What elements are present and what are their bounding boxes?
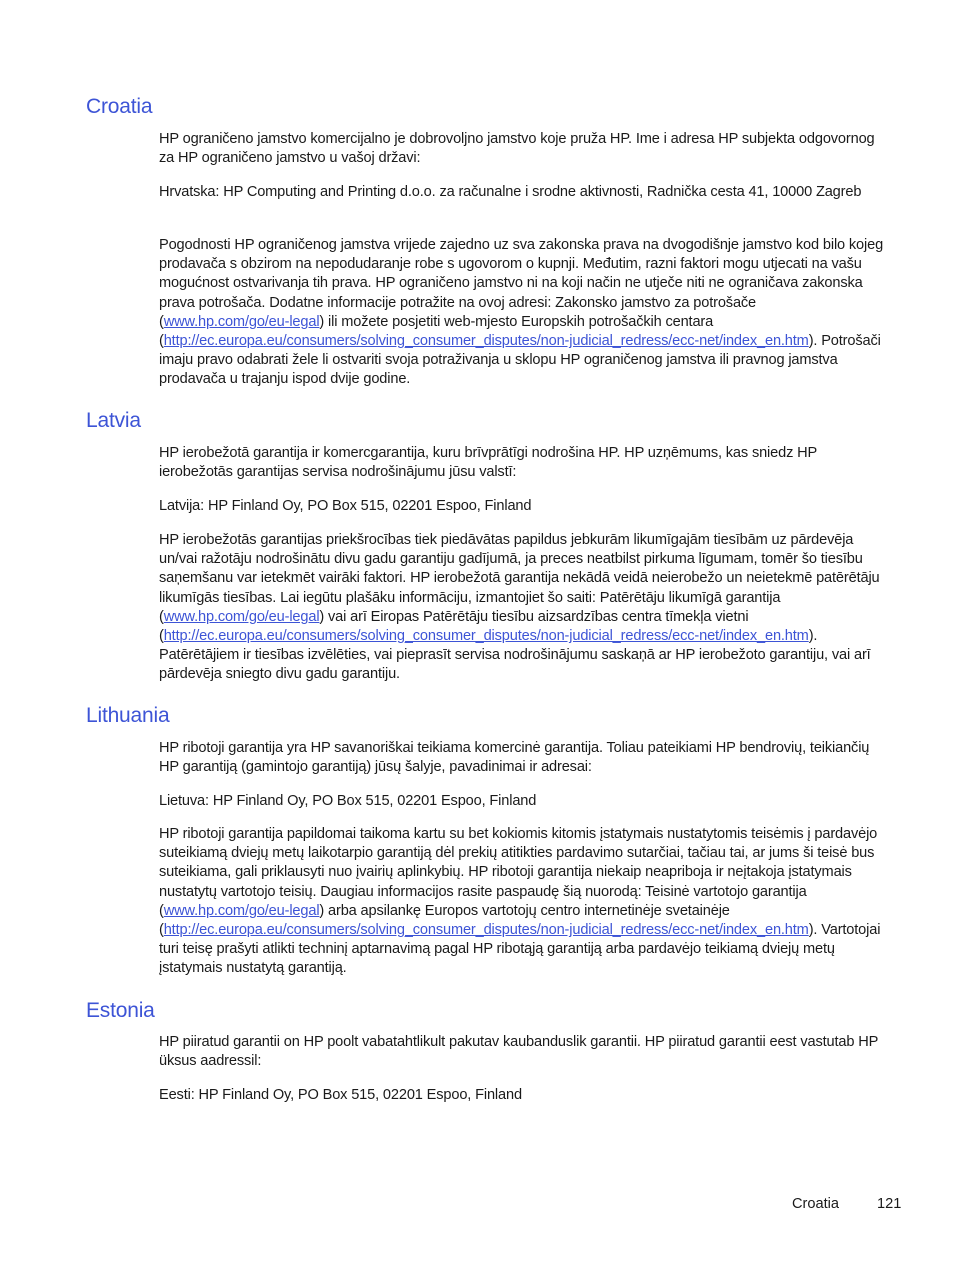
latvia-entity-text: : HP Finland Oy, PO Box 515, 02201 Espoo, Finland (200, 498, 532, 514)
lithuania-eu-legal-link[interactable]: www.hp.com/go/eu-legal (163, 902, 320, 919)
latvia-body-part1: HP ierobežotās garantijas priekšrocības tiek piedāvātas papildus jebkurām likumīgajām tiesībām uz pārdevēja un/vai ražotāju nodrošinātu divu gadu garantiju gadījumā, ja preces neatbilst pirkuma līgumam, tomēr šo tiesību saņemšanu var ietekmēt vairāki faktori. HP ierobežotā garantija nekādā veidā neierobežo un neietekmē patērētāju likumīgās tiesības. Lai iegūtu plašāku informāciju, izmantojiet šo saiti: Patērētāju likumīgā garantija ( (159, 532, 880, 625)
latvia-entity (159, 497, 887, 516)
latvia-ecc-net-link[interactable]: http://ec.europa.eu/consumers/solving_consumer_disputes/non-judicial_redress/ecc-net/index_en.htm (163, 628, 809, 645)
croatia-body (159, 236, 887, 390)
croatia-intro: HP ograničeno jamstvo komercijalno je dobrovoljno jamstvo koje pruža HP. Ime i adresa HP subjekta odgovornog za HP ograničeno jamstvo u vašoj državi: (159, 131, 875, 167)
latvia-body-part3: ). Patērētājiem ir tiesības izvēlēties, vai pieprasīt servisa nodrošinājumu saskaņā ar HP ierobežoto garantiju, vai arī pārdevēja sniegto divu gadu garantiju. (159, 628, 871, 683)
lithuania-entity-label: Lietuva (159, 793, 206, 809)
lithuania-body (159, 825, 887, 979)
croatia-body-part3: ). Potrošači imaju pravo odabrati žele li ostvariti svoja potraživanja u sklopu HP ograničenog jamstva ili pravnog jamstva prodavača u trajanju ispod dvije godine. (159, 333, 881, 388)
estonia-intro: HP piiratud garantii on HP poolt vabatahtlikult pakutav kaubanduslik garantii. HP piiratud garantii eest vastutab HP üksus aadressil: (159, 1034, 878, 1070)
section-heading-estonia: Estonia (86, 999, 155, 1022)
lithuania-entity-text: : HP Finland Oy, PO Box 515, 02201 Espoo, Finland (205, 793, 537, 809)
latvia-eu-legal-link[interactable]: www.hp.com/go/eu-legal (163, 608, 320, 625)
latvia-body-part2: ) vai arī Eiropas Patērētāju tiesību aizsardzības centra tīmekļa vietni ( (159, 608, 749, 645)
croatia-entity (159, 183, 887, 202)
lithuania-intro: HP ribotoji garantija yra HP savanoriškai teikiama komercinė garantija. Toliau pateikiami HP bendrovių, teikiančių HP garantiją (gamintojo garantiją) jūsų šalyje, pavadinimai ir adresai: (159, 740, 870, 776)
croatia-entity-text: : HP Computing and Printing d.o.o. za računalne i srodne aktivnosti, Radnička cesta 41, 10000 Zagreb (215, 184, 862, 200)
estonia-entity-label: Eesti (159, 1087, 191, 1103)
footer-section-name: Croatia (792, 1196, 840, 1212)
latvia-intro: HP ierobežotā garantija ir komercgarantija, kuru brīvprātīgi nodrošina HP. HP uzņēmums, kas sniedz HP ierobežotās garantijas servisa nodrošinājumu jūsu valstī: (159, 445, 817, 481)
estonia-entity (159, 1086, 887, 1105)
estonia-entity-text: : HP Finland Oy, PO Box 515, 02201 Espoo, Finland (190, 1087, 522, 1103)
section-heading-lithuania: Lithuania (86, 704, 170, 727)
croatia-body-part1: Pogodnosti HP ograničenog jamstva vrijede zajedno uz sva zakonska prava na dvogodišnje jamstvo kod bilo kojeg prodavača s obzirom na nepodudaranje robe s ugovorom o kupnji. Međutim, razni faktori mogu utjecati na vašu mogućnost ostvarivanja tih prava. HP ograničeno jamstvo ni na koji način ne utječe niti ne ograničava zakonska prava potrošača. Dodatne informacije potražite na ovoj adresi: Zakonsko jamstvo za potrošače ( (159, 237, 884, 330)
lithuania-entity (159, 792, 887, 811)
lithuania-body-part1: HP ribotoji garantija papildomai taikoma kartu su bet kokiomis kitomis įstatymais nustatytomis teisėmis į pardavėjo suteikiamą dviejų metų laikotarpio garantiją dėl prekių atitikties pardavimo sutarčiai, tačiau tai, ar jums ši teisė bus suteikiama, gali priklausyti nuo įvairių aplinkybių. HP ribotoji garantija niekaip neapriboja ir neįtakoja įstatymais nustatytų vartotojo teisių. Daugiau informacijos rasite paspaudę šią nuorodą: Teisinė vartotojo garantija ( (159, 826, 878, 919)
latvia-entity-label: Latvija (159, 498, 201, 514)
lithuania-body-part3: ). Vartotojai turi teisę prašyti atlikti techninį aptarnavimą pagal HP ribotąją garantiją arba pardavėjo teikiamą dviejų metų įstatymais nustatytą garantiją. (159, 922, 881, 977)
latvia-body (159, 531, 887, 685)
lithuania-ecc-net-link[interactable]: http://ec.europa.eu/consumers/solving_consumer_disputes/non-judicial_redress/ecc-net/index_en.htm (163, 922, 809, 939)
croatia-ecc-net-link[interactable]: http://ec.europa.eu/consumers/solving_consumer_disputes/non-judicial_redress/ecc-net/index_en.htm (163, 333, 809, 350)
croatia-entity-label: Hrvatska (159, 184, 216, 200)
section-heading-latvia: Latvia (86, 409, 141, 432)
croatia-eu-legal-link[interactable]: www.hp.com/go/eu-legal (163, 313, 320, 330)
lithuania-body-part2: ) arba apsilankę Europos vartotojų centro internetinėje svetainėje ( (159, 902, 730, 939)
footer-page-number: 121 (877, 1196, 902, 1212)
croatia-body-part2: ) ili možete posjetiti web-mjesto Europskih potrošačkih centara ( (159, 313, 714, 350)
section-heading-croatia: Croatia (86, 95, 153, 118)
